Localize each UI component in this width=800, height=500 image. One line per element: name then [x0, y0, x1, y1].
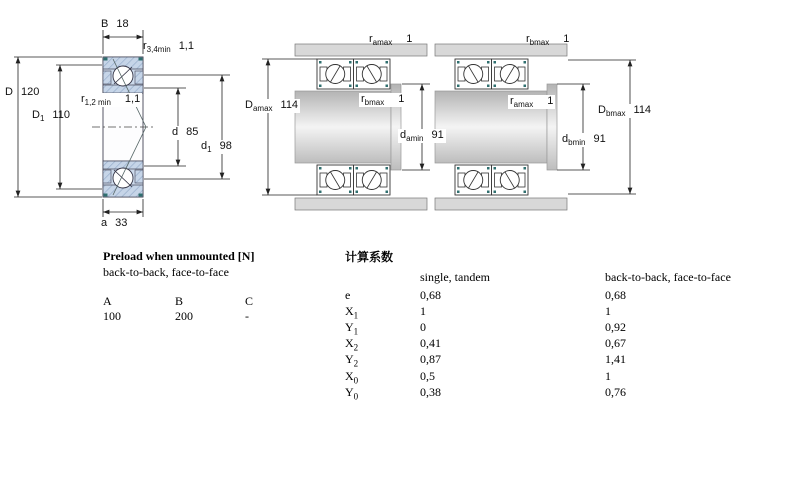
factor-symbol: X	[345, 369, 354, 383]
dim-m-ramax-value: 1	[406, 33, 413, 45]
factor-value-single: 0,41	[420, 336, 441, 350]
factor-value-single: 0	[420, 320, 426, 334]
dim-r-rbmax-sub: bmax	[529, 38, 550, 48]
dim-d1-symbol: d	[201, 140, 208, 152]
factor-value-btb: 0,76	[605, 385, 626, 399]
dim-r-ramax-value: 1	[547, 95, 554, 107]
dim-m-rbmax-symbol: r	[361, 93, 365, 105]
factor-row-label	[345, 385, 358, 403]
dim-label-ramax-right	[508, 95, 555, 109]
dim-Dbmax-sub: bmax	[605, 109, 626, 119]
dim-r12-sub: 1,2 min	[84, 98, 111, 108]
dim-m-rbmax-value: 1	[398, 93, 405, 105]
dim-m-ramax-sub: amax	[372, 38, 393, 48]
factor-value-btb: 1,41	[605, 352, 626, 366]
dim-r34-value: 1,1	[178, 40, 194, 52]
preload-table-title: Preload when unmounted [N]	[103, 249, 255, 263]
dim-r34-sub: 3,4min	[146, 45, 171, 55]
dim-label-Damax	[243, 99, 300, 113]
preload-value-A: 100	[103, 309, 121, 323]
dim-D-symbol: D	[5, 86, 13, 98]
dim-r-ramax-symbol: r	[510, 95, 514, 107]
preload-value-C: -	[245, 309, 249, 323]
dim-m-rbmax-sub: bmax	[364, 98, 385, 108]
dim-label-d1	[199, 140, 234, 154]
dim-D-value: 120	[20, 86, 40, 98]
dim-label-ramax-middle	[369, 33, 412, 47]
face-to-face-dimensions	[557, 60, 636, 194]
factor-symbol: X	[345, 336, 354, 350]
dim-label-rbmax-right	[526, 33, 569, 47]
dim-r-ramax-sub: amax	[513, 100, 534, 110]
dim-label-Dbmax	[596, 104, 653, 118]
dim-label-r12min	[79, 93, 142, 107]
dim-label-D1	[32, 109, 70, 123]
factor-sub: 2	[353, 358, 359, 369]
factor-value-btb: 0,68	[605, 288, 626, 302]
dim-B-symbol: B	[101, 18, 109, 30]
dim-m-ramax-symbol: r	[369, 33, 373, 45]
dim-label-a	[101, 217, 127, 231]
preload-col-B: B	[175, 294, 184, 308]
dim-a-value: 33	[115, 217, 128, 229]
dim-dbmin-value: 91	[593, 133, 606, 145]
dim-label-dbmin	[560, 133, 608, 147]
dim-a-symbol: a	[101, 217, 108, 229]
factor-symbol: e	[345, 288, 351, 302]
factor-sub: 0	[353, 375, 359, 386]
preload-col-C: C	[245, 294, 254, 308]
single-bearing-section	[92, 57, 154, 197]
factors-col2-header: back-to-back, face-to-face	[605, 270, 731, 284]
dim-r-rbmax-value: 1	[563, 33, 570, 45]
dim-Damax-symbol: D	[245, 99, 253, 111]
factors-col1-header: single, tandem	[420, 270, 490, 284]
dim-dbmin-sub: bmin	[568, 138, 586, 148]
factor-value-btb: 1	[605, 369, 611, 383]
preload-table-subtitle: back-to-back, face-to-face	[103, 265, 229, 279]
dim-B-value: 18	[116, 18, 129, 30]
factor-symbol: Y	[345, 320, 354, 334]
factor-value-single: 0,38	[420, 385, 441, 399]
factor-value-single: 1	[420, 304, 426, 318]
dim-damin-symbol: d	[400, 129, 407, 141]
dim-label-rbmax-middle	[359, 93, 406, 107]
dim-label-B	[101, 18, 129, 32]
dim-D1-value: 110	[52, 109, 70, 121]
dim-r12-value: 1,1	[124, 93, 141, 105]
factor-sub: 2	[353, 342, 359, 353]
factor-sub: 0	[353, 391, 359, 402]
factor-value-single: 0,68	[420, 288, 441, 302]
dim-r-rbmax-symbol: r	[526, 33, 530, 45]
factor-value-btb: 1	[605, 304, 611, 318]
dim-Dbmax-symbol: D	[598, 104, 606, 116]
dim-label-D	[5, 86, 39, 100]
dim-D1-symbol: D	[32, 109, 40, 121]
preload-col-A: A	[103, 294, 112, 308]
dim-d-value: 85	[186, 126, 199, 138]
factor-sub: 1	[353, 310, 359, 321]
dim-d1-value: 98	[219, 140, 232, 152]
factors-table-title: 计算系数	[345, 250, 394, 264]
mounted-pair-back-to-back	[295, 44, 427, 210]
factor-value-single: 0,87	[420, 352, 441, 366]
factor-symbol: Y	[345, 352, 354, 366]
factor-value-btb: 0,67	[605, 336, 626, 350]
dim-d1-sub: 1	[207, 145, 212, 155]
factor-row-label	[345, 352, 358, 370]
factor-sub: 1	[353, 326, 359, 337]
dim-label-damin	[398, 129, 446, 143]
dim-damin-sub: amin	[406, 134, 424, 144]
dim-damin-value: 91	[431, 129, 444, 141]
dim-label-d	[170, 126, 200, 140]
dim-D1-sub: 1	[39, 114, 45, 124]
dim-r34-symbol: r	[143, 40, 147, 52]
factor-symbol: Y	[345, 385, 354, 399]
dim-Dbmax-value: 114	[633, 104, 652, 116]
dim-label-r34min	[143, 40, 194, 54]
preload-value-B: 200	[175, 309, 193, 323]
factor-value-btb: 0,92	[605, 320, 626, 334]
dim-Damax-value: 114	[280, 99, 299, 111]
dim-r12-symbol: r	[81, 93, 85, 105]
dim-d-symbol: d	[172, 126, 179, 138]
factor-symbol: X	[345, 304, 354, 318]
dim-Damax-sub: amax	[252, 104, 273, 114]
mounted-pair-face-to-face	[435, 44, 567, 210]
factor-value-single: 0,5	[420, 369, 435, 383]
dim-dbmin-symbol: d	[562, 133, 569, 145]
